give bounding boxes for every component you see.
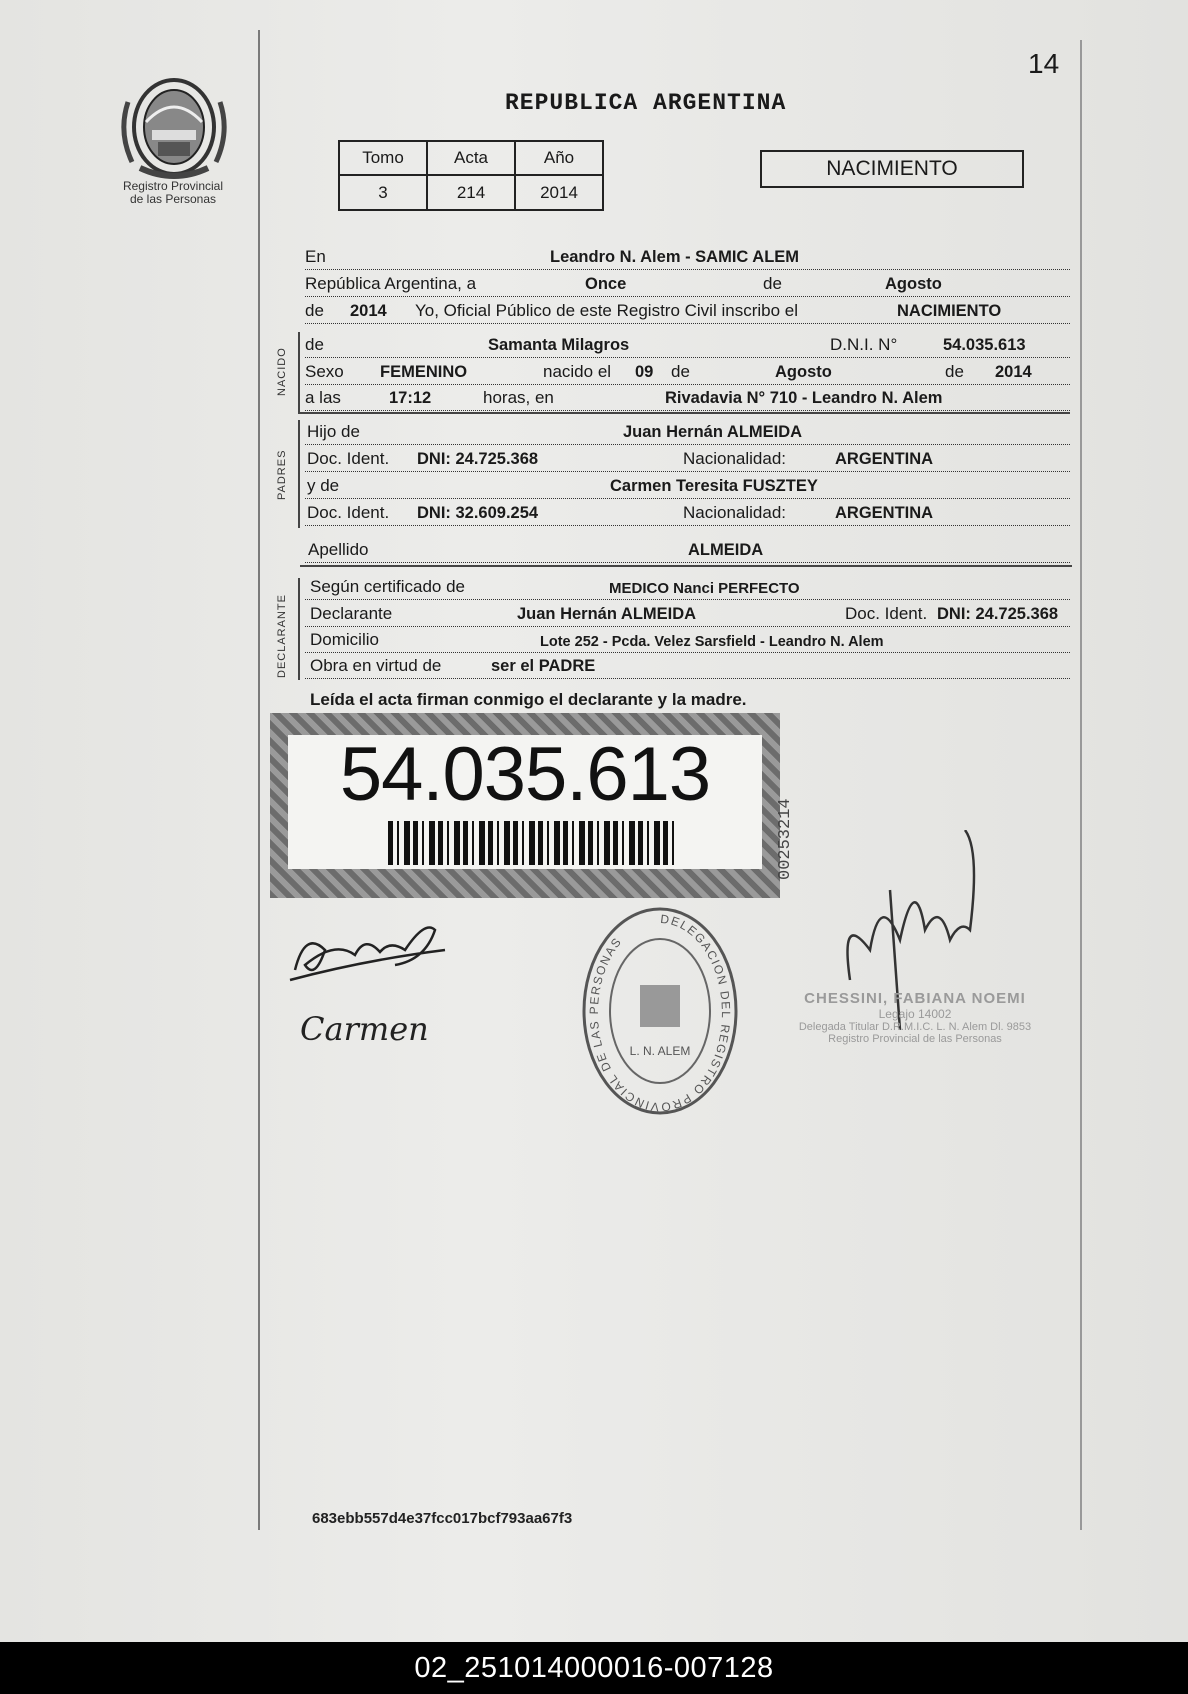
- born-dni-value: 54.035.613: [943, 336, 1026, 354]
- hijo-de-label: Hijo de: [307, 422, 360, 441]
- nacido-section-label: NACIDO: [276, 347, 288, 396]
- official-name: CHESSINI, FABIANA NOEMI: [804, 990, 1026, 1007]
- born-name-row: [305, 333, 1070, 358]
- anio-header: Año: [515, 141, 603, 175]
- declarant-name-value: Juan Hernán ALMEIDA: [517, 605, 697, 623]
- sexo-label: Sexo: [305, 362, 344, 381]
- en-label: En: [305, 247, 326, 266]
- de-year-label: de: [305, 301, 324, 320]
- nacido-el-label: nacido el: [543, 362, 612, 381]
- reason-row: [305, 654, 1070, 679]
- place-row: [305, 245, 1070, 270]
- sexo-value: FEMENINO: [380, 363, 468, 381]
- nacionalidad-label: Nacionalidad:: [683, 449, 787, 468]
- date-row: [305, 272, 1070, 297]
- father-nationality-value: ARGENTINA: [835, 450, 934, 468]
- place-value: Leandro N. Alem - SAMIC ALEM: [550, 248, 800, 266]
- section-divider: [300, 565, 1072, 567]
- country-title: REPUBLICA ARGENTINA: [505, 90, 787, 116]
- doc-ident-label: Doc. Ident.: [307, 503, 390, 522]
- stamp-city-text: L. N. ALEM: [629, 1044, 691, 1058]
- horas-en-label: horas, en: [483, 388, 554, 407]
- nacido-section-bar: [298, 332, 300, 412]
- surname-row: [305, 538, 1070, 563]
- doc-ident-label: Doc. Ident.: [845, 604, 928, 623]
- birth-time-value: 17:12: [389, 389, 432, 407]
- province-coat-of-arms-logo: [118, 72, 230, 182]
- time-place-row: [305, 386, 1070, 411]
- mother-signature: Carmen: [300, 1010, 429, 1048]
- tomo-header: Tomo: [339, 141, 427, 175]
- dni-number-large: 54.035.613: [339, 732, 711, 817]
- padres-section-bar: [298, 420, 300, 528]
- address-value: Lote 252 - Pcda. Velez Sarsfield - Leandro N. Alem: [540, 634, 884, 650]
- nacionalidad-label: Nacionalidad:: [683, 503, 787, 522]
- birth-month-value: Agosto: [775, 363, 832, 381]
- declarante-label: Declarante: [310, 604, 393, 623]
- address-row: [305, 628, 1070, 653]
- sticker-serial-number: 00253214: [776, 798, 795, 880]
- a-las-label: a las: [305, 388, 341, 407]
- scan-code: 02_251014000016-007128: [414, 1652, 774, 1684]
- father-doc-row: [305, 447, 1070, 472]
- apellido-label: Apellido: [308, 540, 369, 559]
- closing-statement: Leída el acta firman conmigo el declarante y la madre.: [310, 690, 747, 709]
- de-label: de: [305, 335, 324, 354]
- padres-section-label: PADRES: [276, 449, 288, 500]
- declarant-signature: [285, 910, 455, 990]
- father-name-value: Juan Hernán ALMEIDA: [623, 423, 803, 441]
- obra-en-virtud-label: Obra en virtud de: [310, 656, 442, 675]
- anio-value: 2014: [515, 175, 603, 210]
- declarante-section-bar: [298, 578, 300, 680]
- y-de-label: y de: [307, 476, 340, 495]
- domicilio-label: Domicilio: [310, 630, 379, 649]
- year-value: 2014: [350, 302, 387, 320]
- day-words-value: Once: [585, 275, 627, 293]
- month-value: Agosto: [885, 275, 942, 293]
- certificate-row: [305, 575, 1070, 600]
- officer-text: Yo, Oficial Público de este Registro Civil inscribo el: [415, 301, 798, 320]
- tomo-value: 3: [339, 175, 427, 210]
- segun-certificado-label: Según certificado de: [310, 577, 465, 596]
- sex-birthdate-row: [305, 360, 1070, 385]
- official-name-stamp: [770, 990, 1060, 1045]
- logo-caption-line-1: Registro Provincial: [122, 179, 224, 193]
- right-margin-line: [1080, 40, 1082, 1530]
- dni-sticker-label: [288, 732, 762, 869]
- birth-year-value: 2014: [995, 363, 1032, 381]
- left-margin-line: [258, 30, 260, 1530]
- dni-sticker: [270, 713, 780, 898]
- birth-de-label-2: de: [945, 362, 964, 381]
- mother-doc-row: [305, 501, 1070, 526]
- event-value: NACIMIENTO: [897, 302, 1002, 320]
- section-divider: [298, 412, 1070, 414]
- acta-header: Acta: [427, 141, 515, 175]
- acta-value: 214: [427, 175, 515, 210]
- birth-de-label: de: [671, 362, 690, 381]
- official-registry: Registro Provincial de las Personas: [828, 1033, 1002, 1045]
- barcode: [388, 821, 678, 865]
- mother-doc-value: DNI: 32.609.254: [417, 504, 539, 522]
- declarante-section-label: DECLARANTE: [276, 594, 288, 678]
- declarant-row: [305, 602, 1070, 627]
- republica-label: República Argentina, a: [305, 274, 477, 293]
- declarant-doc-value: DNI: 24.725.368: [937, 605, 1059, 623]
- official-stamp: [580, 905, 740, 1117]
- birth-place-value: Rivadavia N° 710 - Leandro N. Alem: [665, 389, 943, 407]
- certificate-value: MEDICO Nanci PERFECTO: [609, 580, 800, 597]
- father-row: [305, 420, 1070, 445]
- mother-name-value: Carmen Teresita FUSZTEY: [610, 477, 818, 495]
- record-type-box: NACIMIENTO: [760, 150, 1024, 188]
- mother-nationality-value: ARGENTINA: [835, 504, 934, 522]
- document-hash: 683ebb557d4e37fcc017bcf793aa67f3: [312, 1510, 573, 1527]
- born-name-value: Samanta Milagros: [488, 336, 630, 354]
- father-doc-value: DNI: 24.725.368: [417, 450, 539, 468]
- reason-value: ser el PADRE: [491, 657, 596, 675]
- mother-row: [305, 474, 1070, 499]
- registry-logo-caption: [108, 180, 238, 206]
- year-row: [305, 299, 1070, 324]
- dni-label: D.N.I. N°: [830, 335, 898, 354]
- surname-value: ALMEIDA: [688, 541, 764, 559]
- birth-day-value: 09: [635, 363, 654, 381]
- official-legajo: Legajo 14002: [878, 1007, 952, 1021]
- official-title: Delegada Titular D.R.M.I.C. L. N. Alem Dl. 9853: [798, 1021, 1032, 1033]
- scan-footer: [0, 1642, 1188, 1694]
- de-label: de: [763, 274, 782, 293]
- doc-ident-label: Doc. Ident.: [307, 449, 390, 468]
- book-reference-table: [338, 140, 604, 211]
- page-number: 14: [1028, 48, 1060, 79]
- logo-caption-line-2: de las Personas: [129, 192, 217, 206]
- stamp-ring-text: DELEGACION DEL REGISTRO PROVINCIAL DE LAS PERSONAS: [586, 911, 734, 1115]
